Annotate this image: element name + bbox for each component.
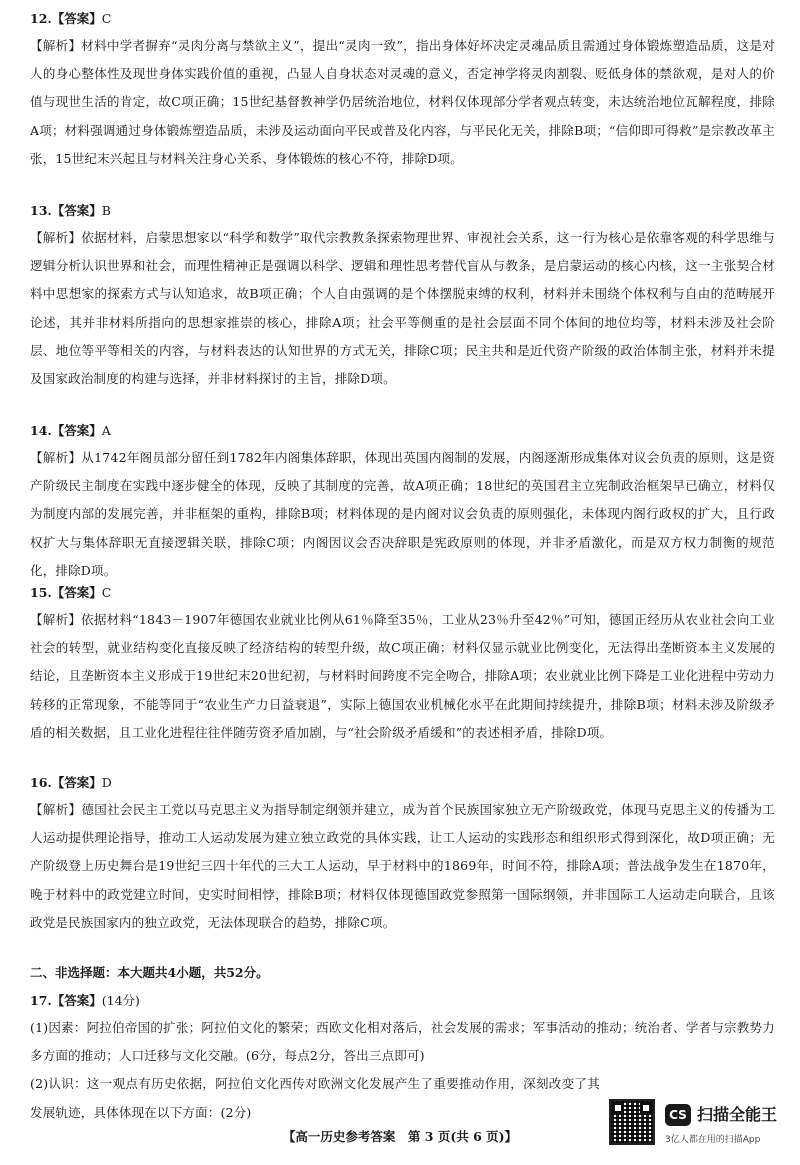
- page-footer: 【高一历史参考答案 第 3 页(共 6 页)】: [282, 1129, 518, 1144]
- answer-line: [30, 580, 775, 606]
- answer-line: [30, 418, 775, 444]
- analysis-text: 【解析】依据材料“1843－1907年德国农业就业比例从61％降至35％，工业从23％升至42％”可知，德国正经历从农业社会向工业社会的转型，就业结构变化直接反映了经济结构的转型升级，故C项正确；材料仅显示就业比例变化，无法得出垄断资本主义发展的结论，且垄断资本主义形成于19世纪末20世纪初，与材料时间跨度不完全吻合，排除A项；农业就业比例下降是工业化进程中劳动力转移的正常现象，不能等同于“农业生产力日益衰退”，实际上德国农业机械化水平在此期间持续提升，排除B项；材料未涉及阶级矛盾的相关数据，且工业化进程往往伴随劳资矛盾加剧，与“社会阶级矛盾缓和”的表述相矛盾，排除D项。: [30, 612, 775, 740]
- answer-line: [30, 198, 775, 224]
- answer-choice: C: [101, 11, 112, 26]
- answer-line: [30, 6, 775, 32]
- analysis-text: 【解析】材料中学者摒弃“灵肉分离与禁欲主义”，提出“灵肉一致”，指出身体好坏决定灵魂品质且需通过身体锻炼塑造品质，这是对人的身心整体性及现世身体实践价值的重视，凸显人自身状态对灵魂的意义，否定神学将灵肉割裂、贬低身体的禁欲观，是对人的价值与现世生活的肯定，故C项正确；15世纪基督教神学仍居统治地位，材料仅体现部分学者观点转变，未达统治地位瓦解程度，排除A项；材料强调通过身体锻炼塑造品质，未涉及运动面向平民或普及化内容，与平民化无关，排除B项；“信仰即可得救”是宗教改革主张，15世纪末兴起且与材料关注身心关系、身体锻炼的核心不符，排除D项。: [30, 38, 775, 166]
- camscanner-logo-icon: CS: [665, 1104, 691, 1126]
- answer-part-1: (1)因素：阿拉伯帝国的扩张；阿拉伯文化的繁荣；西欧文化相对落后，社会发展的需求；军事活动的推动；统治者、学者与宗教势力多方面的推动；人口迁移与文化交融。(6分，每点2分，答出三点即可): [30, 1020, 775, 1064]
- answer-label: 【答案】: [51, 423, 102, 438]
- scanner-tagline: 3亿人都在用的扫描App: [665, 1135, 761, 1145]
- section-heading: 二、非选择题：本大题共4小题，共52分。: [30, 965, 269, 980]
- answer-choice: B: [101, 203, 111, 218]
- answer-label: 【答案】: [51, 993, 102, 1008]
- answer-line: [30, 770, 775, 796]
- answer-choice: A: [101, 423, 111, 438]
- answer-block-13: [30, 198, 775, 393]
- question-number: 14.: [30, 423, 52, 438]
- question-number: 12.: [30, 11, 52, 26]
- scanner-app-name: 扫描全能王: [697, 1105, 778, 1124]
- answer-block-17: [30, 988, 778, 1127]
- answer-block-16: [30, 770, 775, 937]
- answer-part-2: (2)认识：这一观点有历史依据，阿拉伯文化西传对欧洲文化发展产生了重要推动作用，深刻改变了其发展轨迹，具体体现在以下方面：(2分): [30, 1076, 600, 1120]
- answer-block-12: [30, 6, 775, 173]
- question-number: 16.: [30, 775, 52, 790]
- answer-label: 【答案】: [51, 585, 102, 600]
- answer-block-14: [30, 418, 775, 585]
- answer-block-15: [30, 580, 775, 747]
- answer-line: [30, 988, 775, 1014]
- analysis-text: 【解析】德国社会民主工党以马克思主义为指导制定纲领并建立，成为首个民族国家独立无产阶级政党，体现马克思主义的传播为工人运动提供理论指导，推动工人运动发展为建立独立政党的具体实践，让工人运动的实践形态和组织形式得到深化，故D项正确；无产阶级登上历史舞台是19世纪三四十年代的三大工人运动，早于材料中的1869年，时间不符，排除A项；普法战争发生在1870年，晚于材料中的政党建立时间，史实时间相悖，排除B项；材料仅体现德国政党参照第一国际纲领，并非国际工人运动走向联合，且该政党是民族国家内的独立政党，无法体现联合的趋势，排除C项。: [30, 802, 775, 930]
- question-number: 17.: [30, 993, 52, 1008]
- qr-code-icon: [609, 1099, 655, 1145]
- analysis-text: 【解析】依据材料，启蒙思想家以“科学和数学”取代宗教教条探索物理世界、审视社会关系，这一行为核心是依靠客观的科学思维与逻辑分析认识世界和社会，而理性精神正是强调以科学、逻辑和理性思考替代盲从与教条，是启蒙运动的核心内核，这一主张契合材料中思想家的探索方式与认知追求，故B项正确；个人自由强调的是个体摆脱束缚的权利，材料并未围绕个体权利与自由的范畴展开论述，其并非材料所指向的思想家推崇的核心，排除A项；社会平等侧重的是社会层面不同个体间的地位均等，材料未涉及社会阶层、地位等平等相关的内容，与材料表达的认知世界的方式无关，排除C项；民主共和是近代资产阶级的政治体制主张，材料并未提及国家政治制度的构建与选择，并非材料探讨的主旨，排除D项。: [30, 230, 775, 387]
- answer-choice: D: [101, 775, 112, 790]
- answer-label: 【答案】: [51, 775, 102, 790]
- answer-label: 【答案】: [51, 203, 102, 218]
- question-number: 13.: [30, 203, 52, 218]
- question-number: 15.: [30, 585, 52, 600]
- answer-choice: C: [101, 585, 112, 600]
- answer-label: 【答案】: [51, 11, 102, 26]
- analysis-text: 【解析】从1742年阁员部分留任到1782年内阁集体辞职，体现出英国内阁制的发展，内阁逐渐形成集体对议会负责的原则，这是资产阶级民主制度在实践中逐步健全的体现，反映了其制度的完善，故A项正确；18世纪的英国君主立宪制政治框架早已确立，材料仅为制度内部的发展完善，并非框架的重构，排除B项；材料体现的是内阁对议会负责的原则强化，未体现内阁行政权的扩大，且行政权扩大与集体辞职无直接逻辑关联，排除C项；内阁因议会否决辞职是宪政原则的体现，并非矛盾激化，而是双方权力制衡的规范化，排除D项。: [30, 450, 775, 578]
- score-note: (14分): [101, 993, 140, 1008]
